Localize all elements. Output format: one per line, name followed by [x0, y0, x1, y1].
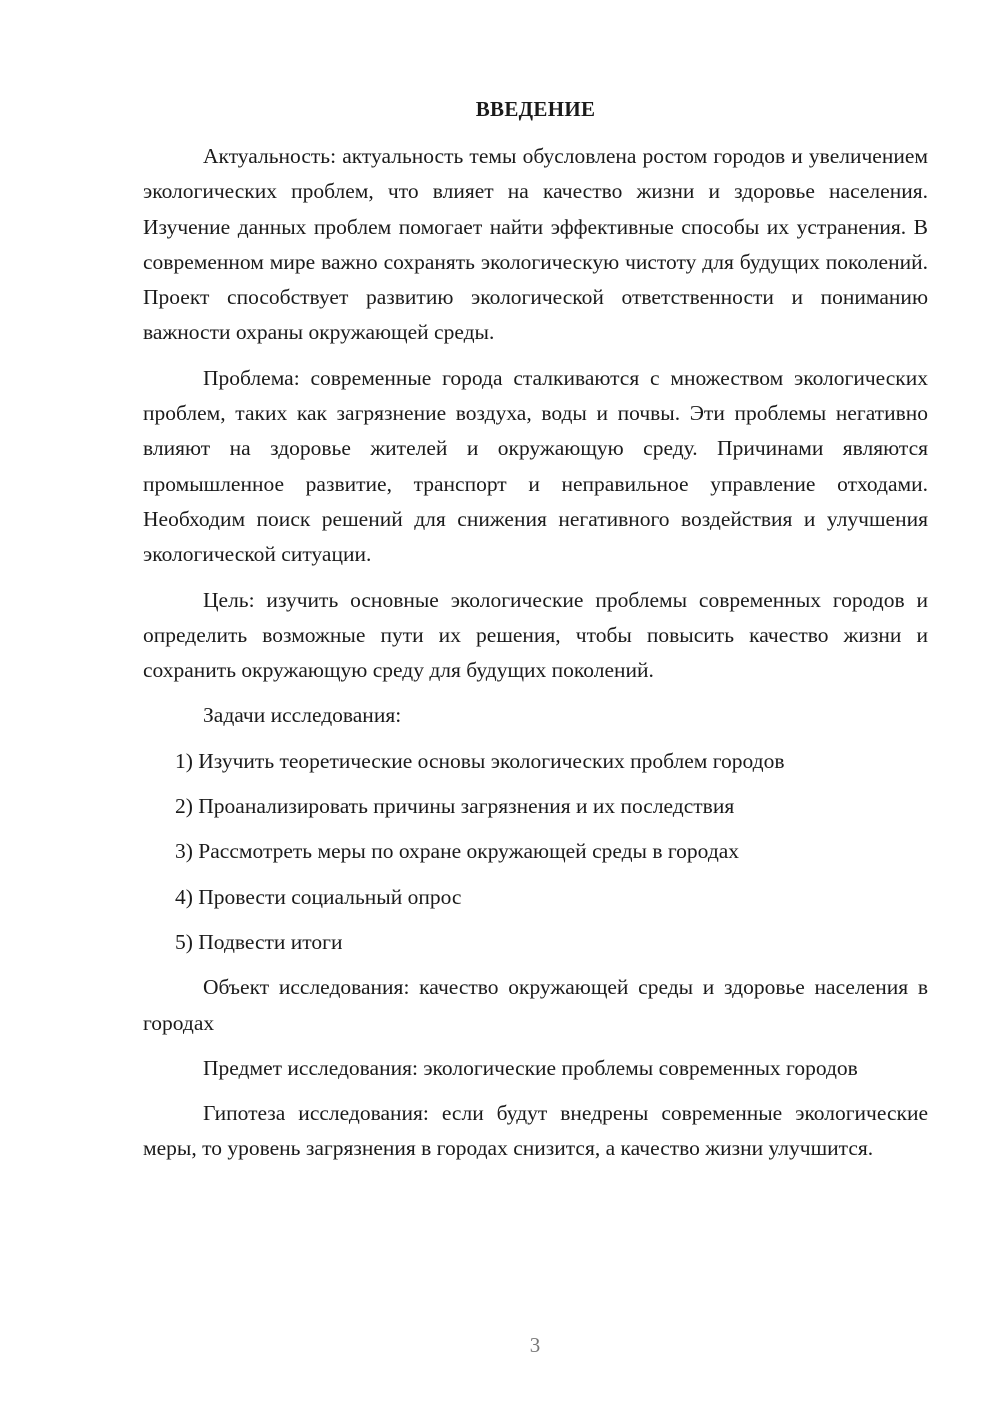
subject-paragraph: Предмет исследования: экологические проблемы современных городов — [203, 1055, 858, 1080]
page-title: ВВЕДЕНИЕ — [475, 97, 596, 121]
goal-paragraph: Цель: изучить основные экологические проблемы современных городов и определить возможные пути их решения, чтобы повысить качество жизни и сохранить окружающую среду для будущих поколений. — [143, 587, 928, 683]
hypothesis-paragraph: Гипотеза исследования: если будут внедрены современные экологические меры, то уровень загрязнения в городах снизится, а качество жизни улучшится. — [143, 1101, 928, 1161]
problem-paragraph: Проблема: современные города сталкиваются с множеством экологических проблем, таких как загрязнение воздуха, воды и почвы. Эти проблемы негативно влияют на здоровье жителей и окружающую среду. Причинами являются промышленное развитие, транспорт и неправильное управление отходами. Необходим поиск решений для снижения негативного воздействия и улучшения экологической ситуации. — [143, 365, 928, 567]
object-paragraph: Объект исследования: качество окружающей среды и здоровье населения в городах — [143, 975, 928, 1035]
relevance-paragraph: Актуальность: актуальность темы обусловлена ростом городов и увеличением экологических проблем, что влияет на качество жизни и здоровье населения. Изучение данных проблем помогает найти эффективные способы их устранения. В современном мире важно сохранять экологическую чистоту для будущих поколений. Проект способствует развитию экологической ответственности и пониманию важности охраны окружающей среды. — [143, 144, 928, 345]
task-item: 1) Изучить теоретические основы экологических проблем городов — [175, 748, 785, 773]
document-page — [143, 92, 928, 1177]
tasks-list — [143, 744, 928, 960]
task-item: 2) Проанализировать причины загрязнения и их последствия — [175, 794, 735, 819]
page-number: 3 — [529, 1333, 541, 1357]
task-item: 3) Рассмотреть меры по охране окружающей среды в городах — [175, 839, 740, 864]
task-item: 4) Провести социальный опрос — [175, 884, 462, 909]
task-item: 5) Подвести итоги — [175, 929, 343, 954]
tasks-heading: Задачи исследования: — [203, 703, 402, 728]
